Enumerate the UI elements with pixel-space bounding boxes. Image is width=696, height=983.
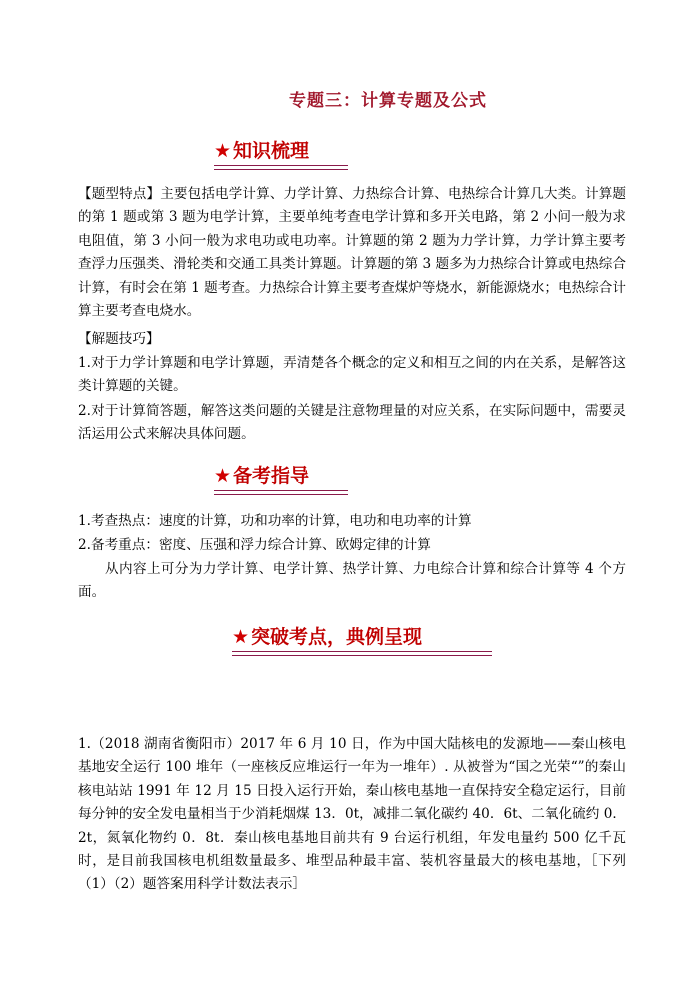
heading-underline: [232, 651, 492, 652]
features-tag: 【题型特点】: [78, 186, 161, 202]
heading-underline: [214, 490, 348, 491]
section-heading-examples: [232, 622, 492, 652]
tips-heading: 【解题技巧】: [78, 331, 160, 347]
heading-underline: [214, 169, 348, 170]
heading-underline: [232, 655, 492, 656]
section-heading-knowledge: [214, 136, 348, 166]
star-icon: ★: [214, 465, 232, 487]
page-title: 专题三：计算专题及公式: [289, 91, 487, 111]
example-1-question: 1.（2018 湖南省衡阳市）2017 年 6 月 10 日，作为中国大陆核电的发源地——秦山核电基地安全运行 100 堆年（一座核反应堆运行一年为一堆年）. 从被誉为“国之光荣“”的秦山核电站站 1991 年 12 月 15 日投入运行开始，秦山核电基地一直保持安全稳定运行，目前每分钟的安全发电量相当于少消耗烟煤 13．0t，减排二氧化碳约 40．6t、二氧化硫约 0．2t，氮氧化物约 0．8t．秦山核电基地目前共有 9 台运行机组，年发电量约 500 亿千瓦时，是目前我国核电机组数量最多、堆型品种最丰富、装机容量最大的核电基地，［下列（1）（2）题答案用科学计数法表示］: [78, 736, 626, 893]
exam-key-points: 2.备考重点：密度、压强和浮力综合计算、欧姆定律的计算: [78, 537, 431, 553]
star-icon: ★: [232, 626, 250, 648]
tip-2: 2.对于计算简答题，解答这类问题的关键是注意物理量的对应关系，在实际问题中，需要灵活运用公式来解决具体问题。: [78, 403, 626, 443]
exam-summary: 从内容上可分为力学计算、电学计算、热学计算、力电综合计算和综合计算等 4 个方面。: [78, 561, 626, 601]
features-paragraph: [78, 183, 626, 323]
features-text: 主要包括电学计算、力学计算、力热综合计算、电热综合计算几大类。计算题的第 1 题或第 3 题为电学计算，主要单纯考查电学计算和多开关电路，第 2 小问一般为求电阻值，第 3 小问一般为求电功或电功率。计算题的第 2 题为力学计算，力学计算主要考查浮力压强类、滑轮类和交通工具类计算题。计算题的第 3 题多为力热综合计算或电热综合计算，有时会在第 1 题考查。力热综合计算主要考查煤炉等烧水，新能源烧水；电热综合计算主要考查电烧水。: [78, 186, 626, 320]
section-heading-exam-guide: [214, 461, 348, 491]
heading-underline: [214, 494, 348, 495]
star-icon: ★: [214, 140, 232, 162]
section-heading-label: 突破考点，典例呈现: [251, 626, 423, 648]
tip-1: 1.对于力学计算题和电学计算题，弄清楚各个概念的定义和相互之间的内在关系，是解答这类计算题的关键。: [78, 355, 626, 395]
heading-underline: [214, 165, 348, 166]
exam-hotspots: 1.考查热点：速度的计算，功和功率的计算，电功和电功率的计算: [78, 513, 472, 529]
section-heading-label: 知识梳理: [233, 140, 310, 162]
section-heading-label: 备考指导: [233, 465, 310, 487]
